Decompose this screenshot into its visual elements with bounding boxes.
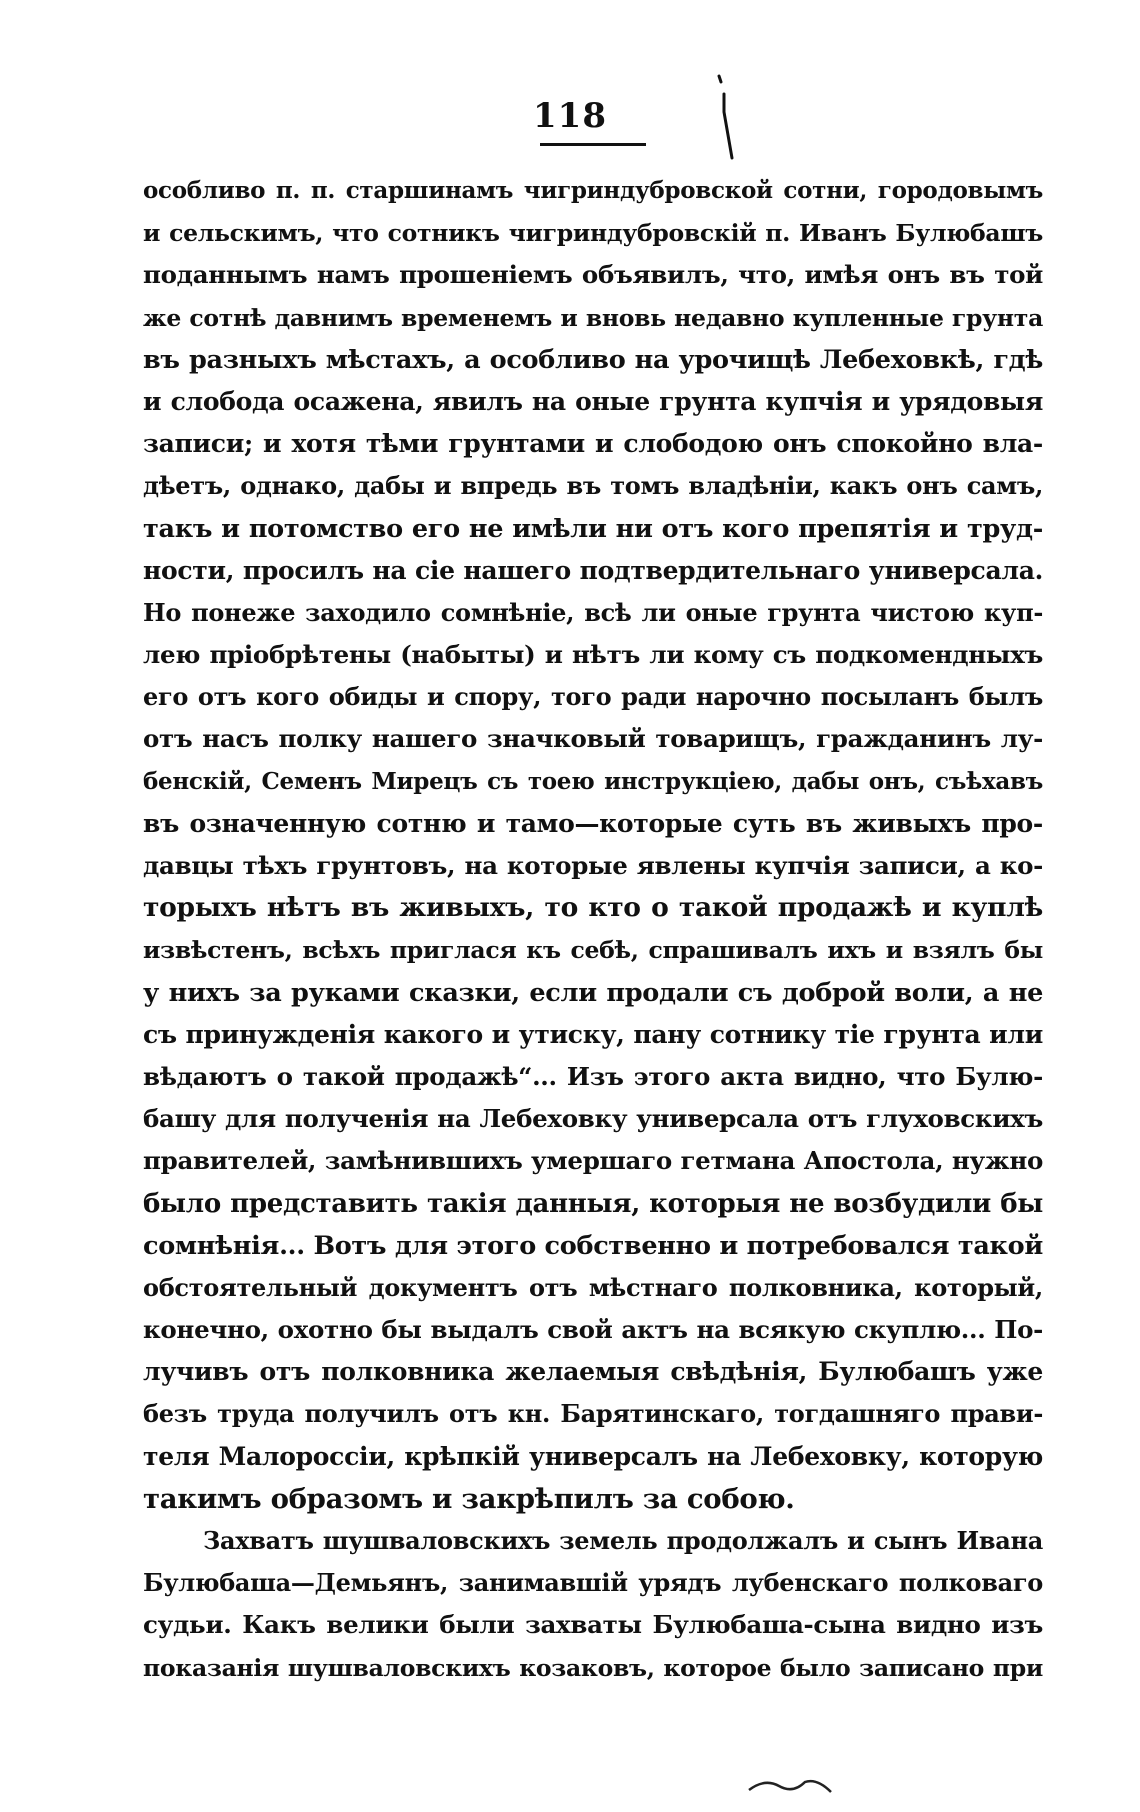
text-line: и слобода осажена, явилъ на оные грунта купчія и урядовыя <box>143 386 1043 416</box>
text-line: теля Малороссіи, крѣпкій универсалъ на Лебеховку, которую <box>143 1441 1043 1471</box>
text-line: было представить такія данныя, которыя не возбудили бы <box>143 1188 1043 1219</box>
text-line: извѣстенъ, всѣхъ приглася къ себѣ, спрашивалъ ихъ и взялъ бы <box>143 936 1043 965</box>
text-line: Захватъ шушваловскихъ земель продолжалъ и сынъ Ивана <box>203 1526 1043 1555</box>
page-number-rule <box>540 143 646 146</box>
text-line: вѣдаютъ о такой продажѣ“... Изъ этого акта видно, что Булю- <box>143 1061 1043 1091</box>
text-line: лею пріобрѣтены (набыты) и нѣтъ ли кому съ подкомендныхъ <box>143 640 1043 670</box>
text-line: въ означенную сотню и тамо—которые суть въ живыхъ про- <box>143 808 1043 838</box>
text-line: безъ труда получилъ отъ кн. Барятинскаго, тогдашняго прави- <box>143 1399 1043 1429</box>
text-line: судьи. Какъ велики были захваты Булюбаша-сына видно изъ <box>143 1610 1043 1640</box>
text-line: такимъ образомъ и закрѣпилъ за собою. <box>143 1482 795 1515</box>
text-line: Булюбаша—Демьянъ, занимавшій урядъ лубенскаго полковаго <box>143 1568 1043 1598</box>
text-line: такъ и потомство его не имѣли ни отъ кого препятія и труд- <box>143 513 1043 544</box>
text-line: поданнымъ намъ прошеніемъ объявилъ, что, имѣя онъ въ той <box>143 260 1043 290</box>
text-line: съ принужденія какого и утиску, пану сотнику тіе грунта или <box>143 1019 1043 1049</box>
text-line: дѣетъ, однако, дабы и впредь въ томъ владѣніи, какъ онъ самъ, <box>143 471 1043 501</box>
text-line: въ разныхъ мѣстахъ, а особливо на урочищѣ Лебеховкѣ, гдѣ <box>143 344 1043 375</box>
text-line: ности, просилъ на сіе нашего подтвердительнаго универсала. <box>143 555 1043 585</box>
text-line: особливо п. п. старшинамъ чигриндубровской сотни, городовымъ <box>143 177 1043 204</box>
text-line: бенскій, Семенъ Мирецъ съ тоею инструкціею, дабы онъ, съѣхавъ <box>143 767 1043 795</box>
page-number: 118 <box>533 96 607 136</box>
text-line: Но понеже заходило сомнѣніе, всѣ ли оные грунта чистою куп- <box>143 597 1043 627</box>
text-line: конечно, охотно бы выдалъ свой актъ на всякую скуплю... По- <box>143 1315 1043 1345</box>
text-line: сомнѣнія... Вотъ для этого собственно и потребовался такой <box>143 1230 1043 1261</box>
text-line: башу для полученія на Лебеховку универсала отъ глуховскихъ <box>143 1104 1043 1134</box>
text-line: давцы тѣхъ грунтовъ, на которые явлены купчія записи, а ко- <box>143 851 1043 880</box>
text-line: же сотнѣ давнимъ временемъ и вновь недавно купленные грунта <box>143 303 1043 332</box>
text-line: и сельскимъ, что сотникъ чигриндубровскій п. Иванъ Булюбашъ <box>143 219 1043 248</box>
text-line: обстоятельный документъ отъ мѣстнаго полковника, который, <box>143 1272 1043 1302</box>
text-line: правителей, замѣнившихъ умершаго гетмана Апостола, нужно <box>143 1146 1043 1176</box>
ink-flourish-icon <box>745 1768 835 1796</box>
text-line: торыхъ нѣтъ въ живыхъ, то кто о такой продажѣ и куплѣ <box>143 892 1043 924</box>
text-line: его отъ кого обиды и спору, того ради нарочно посыланъ былъ <box>143 682 1043 712</box>
text-line: отъ насъ полку нашего значковый товарищъ, гражданинъ лу- <box>143 724 1043 754</box>
text-line: у нихъ за руками сказки, если продали съ доброй воли, а не <box>143 977 1043 1008</box>
body-text <box>143 170 1043 1689</box>
text-line: показанія шушваловскихъ козаковъ, которое было записано при <box>143 1653 1043 1682</box>
text-line: лучивъ отъ полковника желаемыя свѣдѣнія, Булюбашъ уже <box>143 1357 1043 1387</box>
text-line: записи; и хотя тѣми грунтами и слободою онъ спокойно вла- <box>143 429 1043 459</box>
margin-mark-icon <box>715 72 735 162</box>
